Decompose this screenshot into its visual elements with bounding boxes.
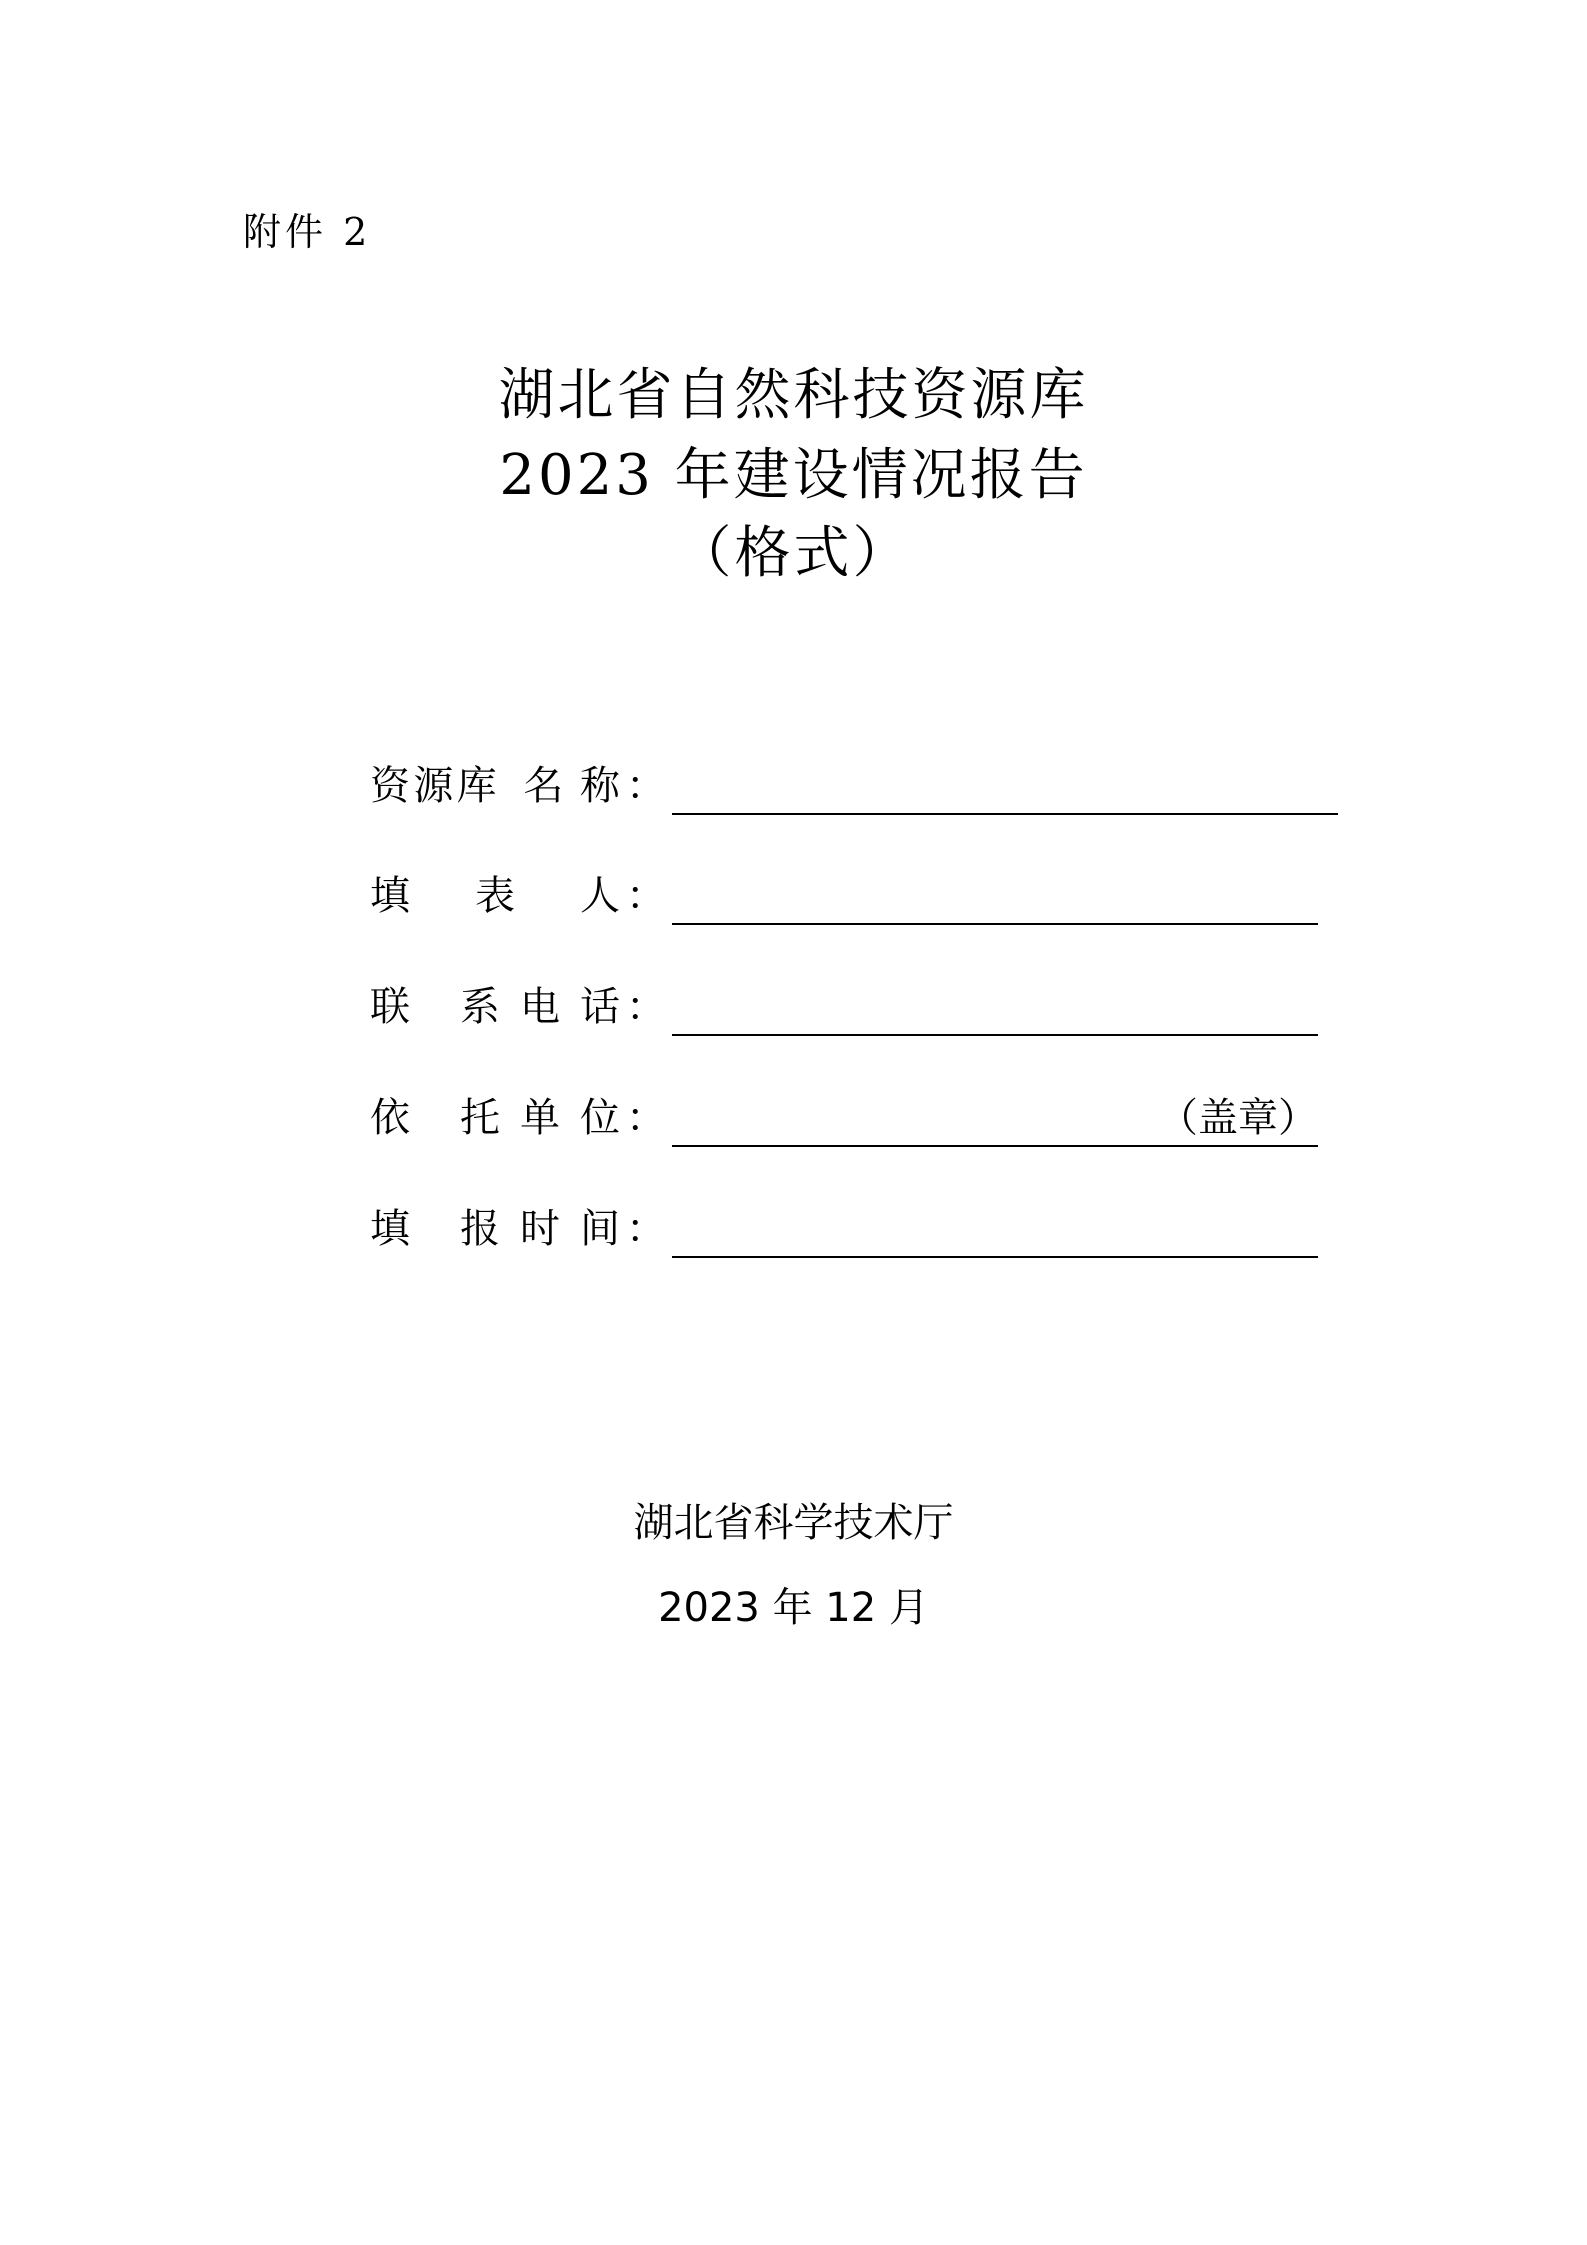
form-label-host-unit (370, 1088, 620, 1148)
label-char: 库 (456, 763, 497, 809)
label-char: 源 (413, 763, 454, 809)
form-row-filler (370, 866, 1318, 926)
form-colon: ： (626, 1095, 666, 1141)
label-char: 称 (579, 763, 620, 809)
label-char: 托 (460, 1095, 500, 1141)
label-char: 填 (370, 873, 410, 919)
document-title-line-1: 湖北省自然科技资源库 (498, 363, 1089, 428)
label-char: 电 (520, 984, 560, 1030)
form-label-report-date (370, 1199, 620, 1259)
label-char: 依 (370, 1095, 410, 1141)
label-char: 联 (370, 984, 410, 1030)
label-char: 间 (580, 1206, 620, 1252)
label-char: 系 (460, 984, 500, 1030)
form-colon: ： (626, 873, 666, 919)
issue-date: 2023 年 12 月 (658, 1585, 929, 1631)
label-char: 名 (523, 763, 564, 809)
label-char: 单 (520, 1095, 560, 1141)
form-row-host-unit (370, 1088, 1318, 1148)
form-label-resource-name (370, 756, 620, 816)
form-row-report-date (370, 1199, 1318, 1259)
form-label-filler (370, 866, 620, 926)
attachment-label: 附件 2 (243, 210, 372, 254)
label-char: 话 (580, 984, 620, 1030)
form-colon: ： (626, 1206, 666, 1252)
form-colon: ： (626, 763, 666, 809)
label-char: 时 (520, 1206, 560, 1252)
form-row-resource-name (370, 756, 1338, 816)
form-row-phone (370, 977, 1318, 1037)
issuing-organization: 湖北省科学技术厅 (633, 1500, 954, 1546)
label-char: 表 (475, 873, 515, 919)
filler-field[interactable] (672, 866, 1318, 925)
host-unit-field[interactable] (672, 1088, 1318, 1147)
document-title-line-2: 2023 年建设情况报告 (499, 443, 1088, 508)
form-colon: ： (626, 984, 666, 1030)
label-char: 人 (580, 873, 620, 919)
label-char: 位 (580, 1095, 620, 1141)
phone-field[interactable] (672, 977, 1318, 1036)
label-char: 资 (370, 763, 410, 809)
label-char: 填 (370, 1206, 410, 1252)
report-date-field[interactable] (672, 1199, 1318, 1258)
label-char: 报 (460, 1206, 500, 1252)
resource-name-field[interactable] (672, 756, 1338, 815)
seal-note: （盖章） (1158, 1095, 1318, 1141)
document-title-format-note: （格式） (675, 521, 912, 586)
form-label-phone (370, 977, 620, 1037)
